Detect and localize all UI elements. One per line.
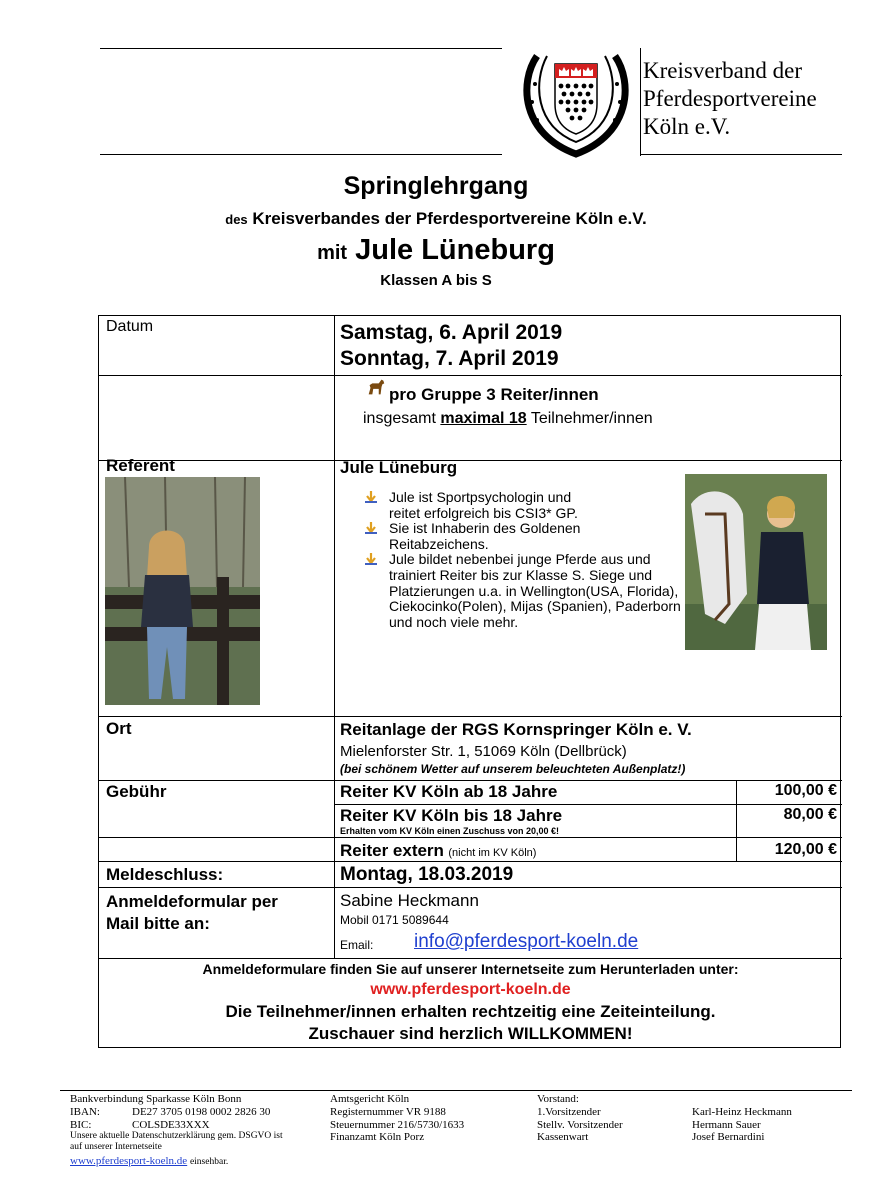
group-size: pro Gruppe 3 Reiter/innen xyxy=(389,385,599,404)
footer-website-link[interactable]: www.pferdesport-koeln.de xyxy=(70,1155,188,1168)
fee-label: Gebühr xyxy=(106,782,167,801)
bio-item: Jule bildet nebenbei junge Pferde aus und trainiert Reiter bis zur Klasse S. Siege und Platzierungen u.a. in Wellington(USA, Florida), Ciekocinko(Polen), Mijas (Spanien), Paderborn und noch viele mehr. xyxy=(365,552,687,630)
arrow-bullet-icon xyxy=(365,553,377,565)
header-divider xyxy=(640,48,641,156)
referent-name: Jule Lüneburg xyxy=(340,458,458,477)
footer-board: Vorstand: 1.Vorsitzender Karl-Heinz Heckmann Stellv. Vorsitzender Hermann Sauer Kassenwart Josef Bernardini xyxy=(537,1093,792,1144)
contact-label: Anmeldeformular per Mail bitte an: xyxy=(106,892,278,933)
referent-bio-list xyxy=(365,490,687,630)
subtitle: des Kreisverbandes der Pferdesportvereine Köln e.V. xyxy=(225,209,647,228)
fee-youth-label: Reiter KV Köln bis 18 Jahre xyxy=(340,806,563,825)
footer-court: Amtsgericht Köln Registernummer VR 9188 Steuernummer 216/5730/1633 Finanzamt Köln Porz xyxy=(330,1093,465,1144)
header-line-right xyxy=(640,154,842,155)
spectators-welcome: Zuschauer sind herzlich WILLKOMMEN! xyxy=(308,1024,633,1043)
classes-subtitle: Klassen A bis S xyxy=(380,272,492,289)
header-line-bottom xyxy=(100,154,502,155)
course-info-table xyxy=(98,315,841,1048)
website-link[interactable]: www.pferdesport-koeln.de xyxy=(370,981,571,998)
fee-youth-price: 80,00 € xyxy=(783,806,837,823)
bio-item: Jule ist Sportpsychologin und reitet erfolgreich bis CSI3* GP. xyxy=(365,490,687,521)
fee-youth-note: Erhalten vom KV Köln einen Zuschuss von 20,00 €! xyxy=(340,826,560,836)
location-label: Ort xyxy=(106,719,132,738)
fee-adult-label: Reiter KV Köln ab 18 Jahre xyxy=(340,782,558,801)
referent-label: Referent xyxy=(106,456,175,475)
location-note: (bei schönem Wetter auf unserem beleuchteten Außenplatz!) xyxy=(340,762,686,776)
trainer-title: mit Jule Lüneburg xyxy=(317,234,555,266)
footer-bank: Bankverbindung Sparkasse Köln Bonn IBAN: DE27 3705 0198 0002 2826 30 BIC: COLSDE33XXX Unsere aktuelle Datenschutzerklärung gem. DSGVO ist auf unserer Internetseite www.pferdesport-koeln.de einsehbar. xyxy=(70,1093,283,1168)
arrow-bullet-icon xyxy=(365,522,377,534)
arrow-bullet-icon xyxy=(365,491,377,503)
horse-icon xyxy=(364,376,388,398)
bio-item: Sie ist Inhaberin des Goldenen Reitabzeichens. xyxy=(365,521,687,552)
date-values: Samstag, 6. April 2019 Sonntag, 7. April 2019 xyxy=(340,321,563,370)
location-name: Reitanlage der RGS Kornspringer Köln e. V. xyxy=(340,720,692,739)
contact-email-link[interactable]: info@pferdesport-koeln.de xyxy=(414,931,639,952)
referent-photo-left xyxy=(105,477,260,705)
fee-adult-price: 100,00 € xyxy=(774,782,837,799)
header-line-top xyxy=(100,48,502,49)
deadline-value: Montag, 18.03.2019 xyxy=(340,864,514,885)
contact-email-label: Email: xyxy=(340,938,374,952)
schedule-info: Die Teilnehmer/innen erhalten rechtzeitig eine Zeiteinteilung. xyxy=(225,1002,716,1021)
page-title: Springlehrgang xyxy=(343,172,529,200)
download-info: Anmeldeformulare finden Sie auf unserer Internetseite zum Herunterladen unter: xyxy=(202,961,739,977)
max-participants: insgesamt maximal 18 Teilnehmer/innen xyxy=(363,410,653,427)
location-address: Mielenforster Str. 1, 51069 Köln (Dellbrück) xyxy=(340,743,627,760)
fee-external-price: 120,00 € xyxy=(774,841,837,858)
fee-external: Reiter extern (nicht im KV Köln) xyxy=(340,841,537,860)
contact-name: Sabine Heckmann xyxy=(340,891,479,910)
horseshoe-logo-icon xyxy=(517,42,635,160)
organization-name: Kreisverband der Pferdesportvereine Köln e.V. xyxy=(643,58,817,139)
date-label: Datum xyxy=(106,318,154,335)
contact-phone: Mobil 0171 5089644 xyxy=(340,913,449,927)
referent-photo-right xyxy=(685,474,827,650)
deadline-label: Meldeschluss: xyxy=(106,865,224,884)
footer-divider xyxy=(60,1090,852,1091)
